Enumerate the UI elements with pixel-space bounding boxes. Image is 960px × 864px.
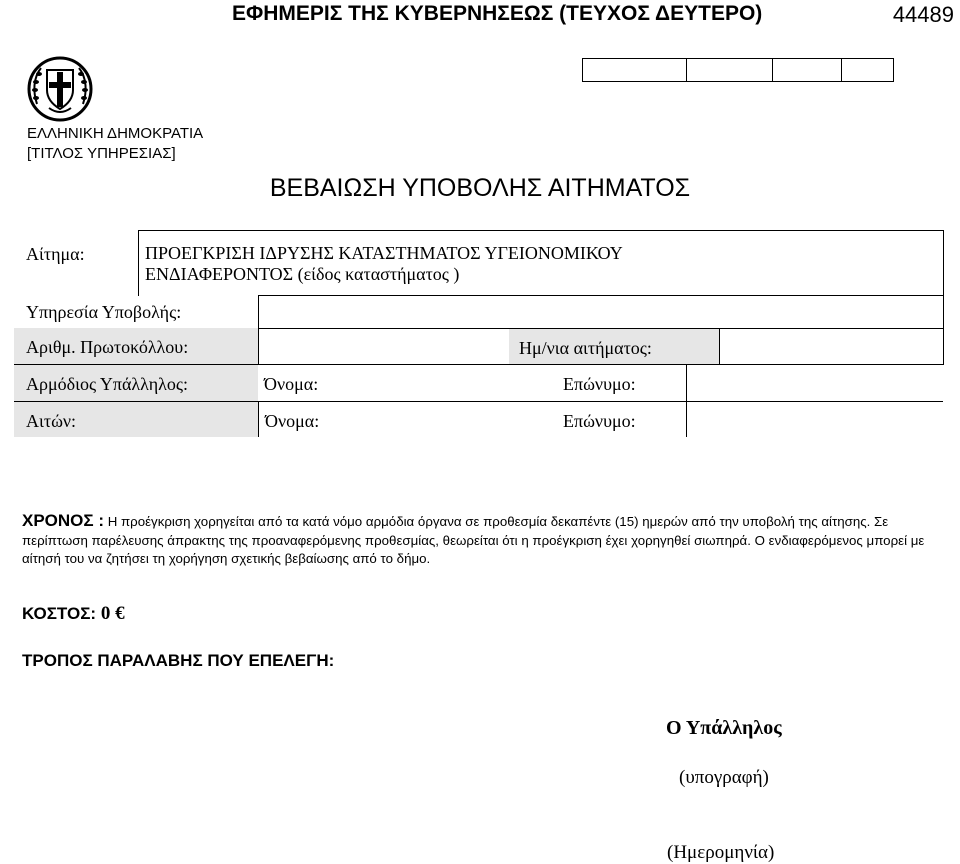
request-value-line1: ΠΡΟΕΓΚΡΙΣΗ ΙΔΡΥΣΗΣ ΚΑΤΑΣΤΗΜΑΤΟΣ ΥΓΕΙΟΝΟΜΙΚΟΥ [145, 243, 623, 263]
country-name: ΕΛΛΗΝΙΚΗ ΔΗΜΟΚΡΑΤΙΑ [27, 125, 204, 142]
request-value-line2: ΕΝΔΙΑΦΕΡΟΝΤΟΣ (είδος καταστήματος ) [145, 264, 460, 284]
protocol-box [686, 58, 773, 82]
service-title-placeholder: [ΤΙΤΛΟΣ ΥΠΗΡΕΣΙΑΣ] [27, 145, 176, 162]
request-date-label-cell [509, 328, 719, 365]
protocol-box [582, 58, 686, 82]
protocol-value-cell [258, 328, 510, 365]
protocol-label: Αριθμ. Πρωτοκόλλου: [26, 337, 189, 357]
request-label-cell [14, 230, 138, 294]
gazette-header-title: ΕΦΗΜΕΡΙΣ ΤΗΣ ΚΥΒΕΡΝΗΣΕΩΣ (ΤΕΥΧΟΣ ΔΕΥΤΕΡΟ) [232, 2, 763, 25]
greek-coat-of-arms-icon [27, 56, 93, 122]
applicant-surname-cell [509, 401, 686, 437]
officer-label: Αρμόδιος Υπάλληλος: [26, 374, 188, 394]
request-label: Αίτημα: [26, 244, 85, 264]
applicant-name-cell [258, 401, 510, 437]
request-value [145, 243, 623, 285]
cost-value: 0 € [100, 603, 125, 624]
officer-label-cell [14, 364, 258, 402]
signature-placeholder: (υπογραφή) [679, 767, 769, 788]
request-value-cell [138, 230, 944, 296]
service-label-cell [14, 295, 258, 328]
request-date-value-cell [719, 328, 944, 365]
page-number: 44489 [892, 2, 954, 27]
date-placeholder: (Ημερομηνία) [667, 842, 775, 863]
service-label: Υπηρεσία Υποβολής: [26, 302, 182, 322]
authority-block [27, 124, 203, 164]
applicant-name-label: Όνομα: [265, 411, 320, 431]
officer-name-cell [258, 364, 509, 402]
applicant-surname-value-cell [686, 401, 943, 437]
official-title: Ο Υπάλληλος [666, 717, 782, 739]
protocol-box [841, 58, 894, 82]
time-section [22, 512, 942, 569]
delivery-method-label: ΤΡΟΠΟΣ ΠΑΡΑΛΑΒΗΣ ΠΟΥ ΕΠΕΛΕΓΗ: [22, 651, 335, 670]
document-title: ΒΕΒΑΙΩΣΗ ΥΠΟΒΟΛΗΣ ΑΙΤΗΜΑΤΟΣ [269, 174, 691, 202]
applicant-label: Αιτών: [26, 411, 77, 431]
time-heading: ΧΡΟΝΟΣ : [22, 511, 104, 530]
request-date-label: Ημ/νια αιτήματος: [519, 338, 652, 358]
request-form-table [14, 230, 944, 436]
applicant-surname-label: Επώνυμο: [563, 411, 636, 431]
protocol-box [772, 58, 841, 82]
officer-surname-value-cell [686, 364, 943, 402]
officer-name-label: Όνομα: [264, 374, 319, 394]
time-text: Η προέγκριση χορηγείται από τα κατά νόμο αρμόδια όργανα σε προθεσμία δεκαπέντε (15) ημερών από την υποβολή της αίτησης. Σε περίπτωση παρέλευσης άπρακτης της προαναφερόμενης προθεσμίας, θεωρείται ότι η προέγκριση έχει χορηγηθεί σιωπηρά. Ο ενδιαφερόμενος μπορεί με αίτησή του να ζητήσει τη χορήγηση σχετικής βεβαίωσης από το δήμο. [22, 514, 925, 566]
cost-label: ΚΟΣΤΟΣ: [22, 604, 97, 623]
protocol-number-boxes [582, 58, 894, 82]
cost-line [22, 603, 125, 625]
applicant-label-cell [14, 401, 258, 437]
service-value-cell [258, 295, 944, 329]
protocol-label-cell [14, 328, 258, 364]
officer-surname-label: Επώνυμο: [563, 374, 636, 394]
officer-surname-cell [509, 364, 686, 402]
